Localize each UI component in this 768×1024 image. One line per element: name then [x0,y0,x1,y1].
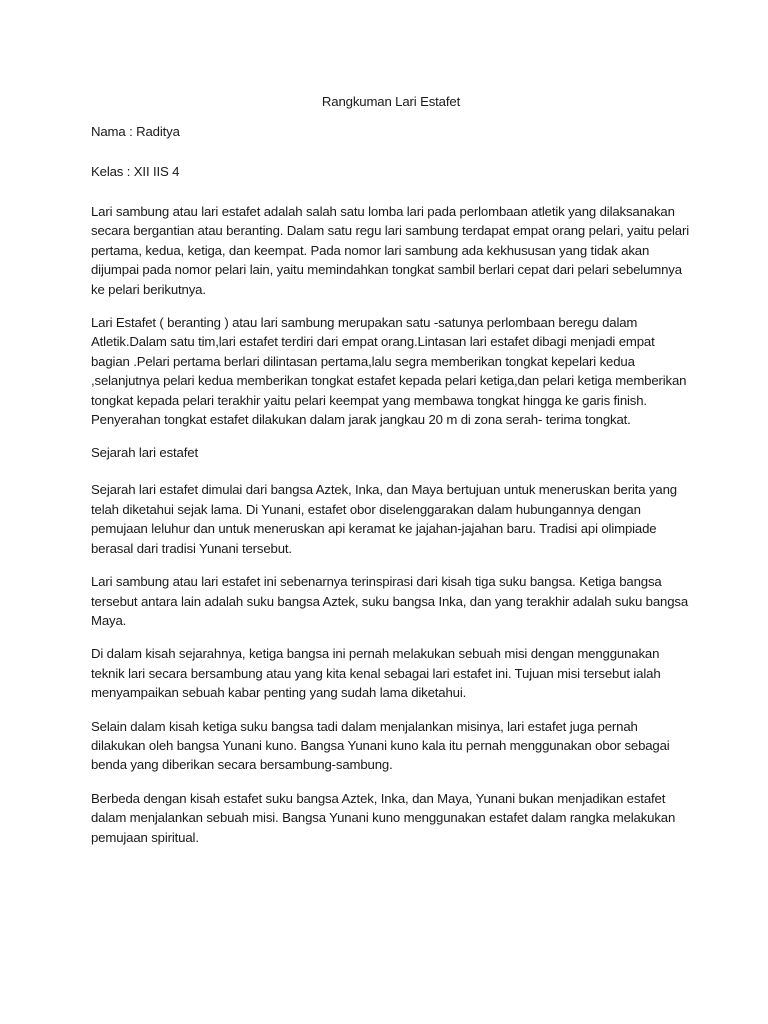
section-heading-history: Sejarah lari estafet [91,445,198,461]
paragraph-history-greece: Selain dalam kisah ketiga suku bangsa tadi dalam menjalankan misinya, lari estafet juga pernah dilakukan oleh bangsa Yunani kuno. Bangsa Yunani kuno kala itu pernah menggunakan obor sebagai benda yang diberikan secara bersambung-sambung. [91,718,670,773]
paragraph-definition: Lari sambung atau lari estafet adalah salah satu lomba lari pada perlombaan atletik yang dilaksanakan secara bergantian atau beranting. Dalam satu regu lari sambung terdapat empat orang pelari, yaitu pelari pertama, kedua, ketiga, dan keempat. Pada nomor lari sambung ada kekhususan yang tidak akan dijumpai pada nomor pelari lain, yaitu memindahkan tongkat sambil berlari cepat dari pelari sebelumnya ke pelari berikutnya. [91,204,689,297]
paragraph-history-spiritual: Berbeda dengan kisah estafet suku bangsa Aztek, Inka, dan Maya, Yunani bukan menjadikan estafet dalam menjalankan sebuah misi. Bangsa Yunani kuno menggunakan estafet dalam rangka melakukan pemujaan spiritual. [91,790,676,845]
document-body [91,92,691,861]
paragraph-history-mission: Di dalam kisah sejarahnya, ketiga bangsa ini pernah melakukan sebuah misi dengan menggunakan teknik lari secara bersambung atau yang kita kenal sebagai lari estafet ini. Tujuan misi tersebut ialah menyampaikan sebuah kabar penting yang sudah lama diketahui. [91,646,661,701]
paragraph-history-inspiration: Lari sambung atau lari estafet ini sebenarnya terinspirasi dari kisah tiga suku bangsa. Ketiga bangsa tersebut antara lain adalah suku bangsa Aztek, suku bangsa Inka, dan yang terakhir adalah suku bangsa Maya. [91,574,689,628]
paragraph-history-origin: Sejarah lari estafet dimulai dari bangsa Aztek, Inka, dan Maya bertujuan untuk meneruskan berita yang telah diketahui sejak lama. Di Yunani, estafet obor diselenggarakan dalam hubungannya dengan pemujaan leluhur dan untuk meneruskan api keramat ke jajahan-jajahan baru. Tradisi api olimpiade berasal dari tradisi Yunani tersebut. [91,482,677,556]
document-title: Rangkuman Lari Estafet [321,94,461,109]
student-class: Kelas : XII IIS 4 [91,164,180,179]
student-name: Nama : Raditya [91,124,180,139]
paragraph-relay-rules: Lari Estafet ( beranting ) atau lari sambung merupakan satu -satunya perlombaan beregu dalam Atletik.Dalam satu tim,lari estafet terdiri dari empat orang.Lintasan lari estafet dibagi menjadi empat bagian .Pelari pertama berlari dilintasan pertama,lalu segra memberikan tongkat kepelari kedua ,selanjutnya pelari kedua memberikan tongkat estafet kepada pelari ketiga,dan pelari ketiga memberikan tongkat kepada pelari terakhir yaitu pelari keempat yang membawa tongkat hingga ke garis finish. Penyerahan tongkat estafet dilakukan dalam jarak jangkau 20 m di zona serah- terima tongkat. [91,315,687,428]
